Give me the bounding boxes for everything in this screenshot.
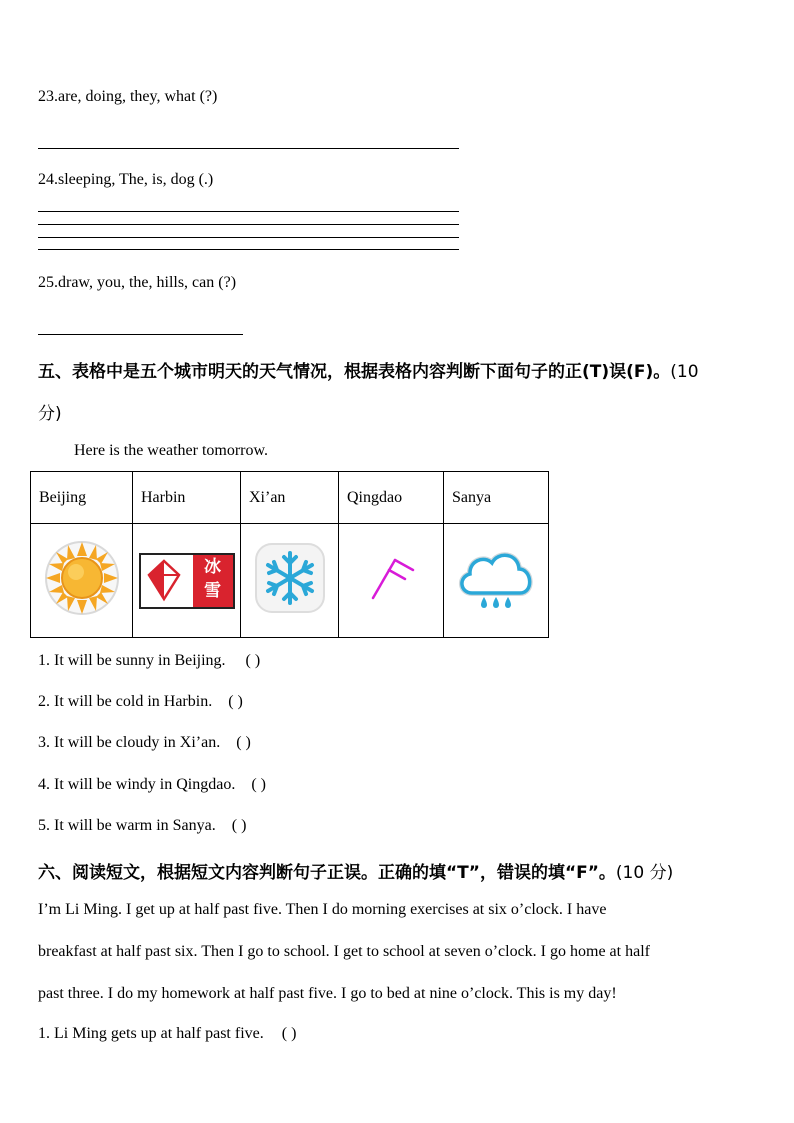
answer-blank[interactable]: ( ) [281, 1025, 297, 1042]
answer-line-24b[interactable] [38, 224, 459, 225]
city-sanya: Sanya [444, 472, 549, 524]
section5-score-a: (10 [670, 362, 699, 382]
answer-blank[interactable]: ( ) [231, 817, 247, 834]
weather-table [30, 471, 549, 638]
section6-heading-text: 六、阅读短文，根据短文内容判断句子正误。正确的填“T”，错误的填“F”。 [38, 863, 616, 883]
answer-blank[interactable]: ( ) [236, 734, 251, 751]
ice-snow-label [193, 555, 233, 607]
ice-snow-icon [139, 553, 235, 609]
ice-crystal-icon [141, 555, 187, 603]
city-harbin: Harbin [133, 472, 241, 524]
question-23: 23.are, doing, they, what (?) [38, 88, 218, 105]
sanya-weather-cell [444, 524, 549, 638]
section5-heading-text: 五、表格中是五个城市明天的天气情况，根据表格内容判断下面句子的正(T)误(F)。 [38, 362, 671, 382]
rain-icon [454, 541, 538, 615]
statement-text: 1. It will be sunny in Beijing. [38, 652, 226, 669]
reading-statement-1 [38, 1025, 296, 1043]
section5-heading [38, 357, 699, 382]
question-24: 24.sleeping, The, is, dog (.) [38, 171, 214, 188]
weather-statement-1 [38, 652, 260, 670]
answer-line-24a[interactable] [38, 211, 459, 212]
statement-text: 4. It will be windy in Qingdao. [38, 776, 236, 793]
windy-icon [361, 548, 421, 608]
answer-line-25[interactable] [38, 334, 243, 335]
beijing-weather-cell [31, 524, 133, 638]
weather-statement-5 [38, 817, 246, 835]
weather-intro: Here is the weather tomorrow. [74, 442, 268, 459]
statement-text: 3. It will be cloudy in Xi’an. [38, 734, 221, 751]
answer-line-24c[interactable] [38, 237, 459, 238]
qingdao-weather-cell [339, 524, 444, 638]
city-qingdao: Qingdao [339, 472, 444, 524]
city-xian: Xi’an [241, 472, 339, 524]
xian-weather-cell [241, 524, 339, 638]
section5-score-b: 分) [38, 404, 62, 424]
section5-heading-cont [38, 399, 62, 424]
passage-line-1: I’m Li Ming. I get up at half past five. Then I do morning exercises at six o’clock. I have [38, 901, 607, 918]
weather-statement-3 [38, 734, 251, 752]
answer-line-23[interactable] [38, 148, 459, 149]
statement-text: 5. It will be warm in Sanya. [38, 817, 216, 834]
passage-line-3: past three. I do my homework at half past five. I go to bed at nine o’clock. This is my day! [38, 985, 617, 1002]
answer-blank[interactable]: ( ) [245, 652, 261, 669]
city-beijing: Beijing [31, 472, 133, 524]
snow-char: 雪 [204, 580, 221, 601]
sunny-icon [42, 538, 122, 618]
statement-text: 1. Li Ming gets up at half past five. [38, 1025, 264, 1042]
weather-statement-4 [38, 776, 266, 794]
statement-text: 2. It will be cold in Harbin. [38, 693, 213, 710]
section6-heading [38, 858, 673, 883]
question-25: 25.draw, you, the, hills, can (?) [38, 274, 237, 291]
answer-blank[interactable]: ( ) [251, 776, 266, 793]
snowflake-icon [253, 541, 327, 615]
section6-score: (10 分) [615, 863, 674, 883]
answer-blank[interactable]: ( ) [228, 693, 243, 710]
harbin-weather-cell [133, 524, 241, 638]
passage-line-2: breakfast at half past six. Then I go to school. I get to school at seven o’clock. I go home at half [38, 943, 650, 960]
answer-line-24d[interactable] [38, 249, 459, 250]
weather-statement-2 [38, 693, 243, 711]
ice-char: 冰 [204, 556, 221, 577]
